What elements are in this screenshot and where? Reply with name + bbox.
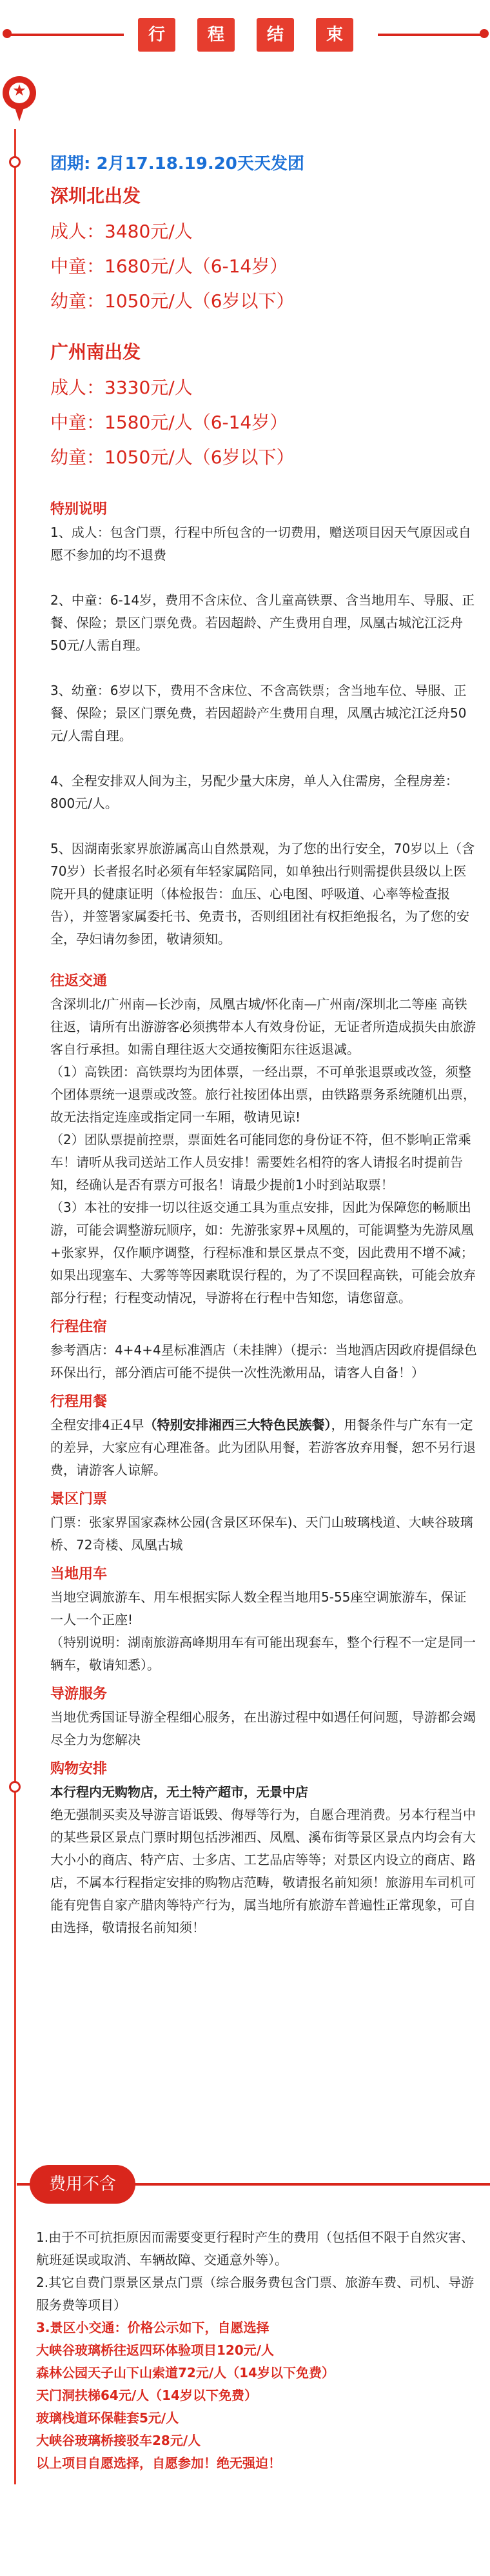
- guangzhou-child-mid-price: 中童：1580元/人（6-14岁）: [50, 412, 288, 433]
- shopping-title: 购物安排: [50, 1761, 108, 1777]
- note-item: 2、中童：6-14岁，费用不含床位、含儿童高铁票、含当地用车、导服、正餐、保险；景区门票免费。若因超龄、产生费用自理，凤凰古城沱江泛舟50元/人需自理。: [50, 592, 475, 653]
- fee-bold-item: 3.景区小交通：价格公示如下，自愿选择: [36, 2320, 270, 2335]
- tickets-text: 门票：张家界国家森林公园(含景区环保车)、天门山玻璃栈道、大峡谷玻璃桥、72奇楼、凤凰古城: [50, 1514, 473, 1553]
- meals-highlight: （特别安排湘西三大特色民族餐）: [144, 1417, 331, 1433]
- fee-bold-item: 大峡谷玻璃桥往返四环体验项目120元/人: [36, 2342, 275, 2358]
- traffic-item: （2）团队票提前控票，票面姓名可能同您的身份证不符，但不影响正常乘车！请听从我司送站工作人员安排！需要姓名相符的客人请报名时提前告知，经确认是否有票方可报名！请最少提前1小时到站取票！: [50, 1132, 471, 1192]
- fee-bold-item: 玻璃栈道环保鞋套5元/人: [36, 2410, 179, 2426]
- guangzhou-departure-title: 广州南出发: [50, 341, 141, 363]
- vehicle-text: 当地空调旅游车、用车根据实际人数全程当地用5-55座空调旅游车，保证一人一个正座!: [50, 1589, 467, 1627]
- guide-text: 当地优秀国证导游全程细心服务，在出游过程中如遇任何问题，导游都会竭尽全力为您解决: [50, 1709, 476, 1747]
- vehicle-note: （特别说明：湖南旅游高峰期用车有可能出现套车，整个行程不一定是同一辆车，敬请知悉）。: [50, 1635, 476, 1673]
- fee-section-header: [0, 2165, 490, 2206]
- fee-not-included-pill: 费用不含: [30, 2165, 135, 2204]
- traffic-intro: 含深圳北/广州南—长沙南，凤凰古城/怀化南—广州南/深圳北二等座 高铁往返，请所有出游游客必须携带本人有效身份证，无证者所造成损失由旅游客自行承担。如需自理往返大交通按衡阳东往返退减。: [50, 996, 476, 1057]
- special-notes-title: 特别说明: [50, 501, 108, 518]
- page-header: [0, 0, 490, 71]
- header-right-dot: [480, 29, 489, 38]
- note-item: 1、成人：包含门票，行程中所包含的一切费用，赠送项目因天气原因或自愿不参加的均不退费: [50, 525, 471, 563]
- fee-section-body: [36, 2226, 478, 2475]
- hotel-text: 参考酒店：4+4+4星标准酒店（未挂牌）（提示：当地酒店因政府提倡绿色环保出行，部分酒店可能不提供一次性洗漱用品，请客人自备！）: [50, 1342, 477, 1380]
- star-location-pin-icon: [3, 76, 36, 110]
- note-item: 4、全程安排双人间为主，另配少量大床房，单人入住需房，全程房差：800元/人。: [50, 773, 458, 811]
- star-icon: ★: [12, 81, 26, 99]
- meals-title: 行程用餐: [50, 1394, 108, 1410]
- shenzhen-child-young-price: 幼童：1050元/人（6岁以下）: [50, 290, 295, 312]
- header-tile-4: 束: [316, 18, 353, 52]
- guangzhou-child-young-price: 幼童：1050元/人（6岁以下）: [50, 447, 295, 468]
- fee-bold-item: 天门洞扶梯64元/人（14岁以下免费）: [36, 2388, 257, 2403]
- meals-suffix: ，用餐条件与广东有一定的差异，大家应有心理准备。此为团队用餐，若游客放弃用餐，恕不另行退费，请游客人谅解。: [50, 1417, 476, 1478]
- note-item: 5、因湖南张家界旅游属高山自然景观，为了您的出行安全，70岁以上（含70岁）长者报名时必须有年轻家属陪同，如单独出行则需提供县级以上医院开具的健康证明（体检报告：血压、心电图、呼吸道、心率等检查报告），并签署家属委托书、免责书，否则组团社有权拒绝报名，为了您的安全，孕妇请勿参团，敬请须知。: [50, 841, 475, 947]
- itinerary-content: [50, 151, 478, 1939]
- guide-title: 导游服务: [50, 1686, 108, 1702]
- shenzhen-adult-price: 成人：3480元/人: [50, 221, 193, 242]
- traffic-item: （1）高铁团：高铁票均为团体票，一经出票，不可单张退票或改签，须整个团体票统一退票或改签。旅行社按团体出票，由铁路票务系统随机出票，故无法指定连座或指定同一车厢，敬请见谅!: [50, 1064, 476, 1125]
- fee-bold-item: 以上项目自愿选择，自愿参加！绝无强迫！: [36, 2455, 281, 2471]
- timeline-dot: [9, 156, 21, 168]
- guangzhou-adult-price: 成人：3330元/人: [50, 377, 193, 398]
- meals-text: [50, 1414, 478, 1482]
- hotel-title: 行程住宿: [50, 1319, 108, 1335]
- shenzhen-departure-title: 深圳北出发: [50, 185, 141, 206]
- header-tile-2: 程: [197, 18, 235, 52]
- timeline-dot: [9, 1781, 21, 1793]
- header-tile-3: 结: [257, 18, 294, 52]
- shopping-bold-line: 本行程内无购物店，无土特产超市，无景中店: [50, 1784, 308, 1800]
- header-left-line: [9, 34, 124, 36]
- fee-bold-item: 森林公园天子山下山索道72元/人（14岁以下免费）: [36, 2365, 335, 2380]
- header-tile-1: 行: [138, 18, 175, 52]
- shenzhen-child-mid-price: 中童：1680元/人（6-14岁）: [50, 256, 288, 277]
- fee-bold-item: 大峡谷玻璃桥接驳车28元/人: [36, 2433, 201, 2448]
- tickets-title: 景区门票: [50, 1491, 108, 1507]
- traffic-title: 往返交通: [50, 973, 108, 989]
- fee-item: 1.由于不可抗拒原因而需要变更行程时产生的费用（包括但不限于自然灾害、航班延误或取消、车辆故障、交通意外等）。: [36, 2229, 475, 2268]
- traffic-item: （3）本社的安排一切以往返交通工具为重点安排，因此为保障您的畅顺出游，可能会调整游玩顺序，如：先游张家界+凤凰的，可能调整为先游凤凰+张家界，仅作顺序调整，行程标准和景区景点不变，因此费用不增不减；如果出现塞车、大雾等等因素耽误行程的，为了不误回程高铁，可能会放弃部分行程；行程变动情况，导游将在行程中告知您，请您留意。: [50, 1200, 476, 1305]
- note-item: 3、幼童：6岁以下，费用不含床位、不含高铁票；含当地车位、导服、正餐、保险；景区门票免费，若因超龄产生费用自理，凤凰古城沱江泛舟50元/人需自理。: [50, 683, 467, 743]
- vehicle-title: 当地用车: [50, 1566, 108, 1582]
- header-right-line: [378, 34, 482, 36]
- timeline-rail: [14, 129, 16, 2484]
- shopping-text: 绝无强制买卖及导游言语诋毁、侮辱等行为，自愿合理消费。另本行程当中的某些景区景点门票时期包括涉湘西、凤凰、溪布街等景区景点内均会有大大小小的商店、特产店、士多店、工艺品店等等；对景区内设立的商店、路店，不属本行程指定安排的购物店范畴，敬请报名前知须！旅游用车司机可能有兜售自家产腊肉等特产行为，属当地所有旅游车普遍性正常现象，可自由选择，敬请报名前知须！: [50, 1807, 476, 1935]
- meals-prefix: 全程安排4正4早: [50, 1417, 144, 1433]
- fee-item: 2.其它自费门票景区景点门票（综合服务费包含门票、旅游车费、司机、导游服务费等项目）: [36, 2275, 475, 2313]
- group-dates-title: 团期: 2月17.18.19.20天天发团: [50, 154, 304, 174]
